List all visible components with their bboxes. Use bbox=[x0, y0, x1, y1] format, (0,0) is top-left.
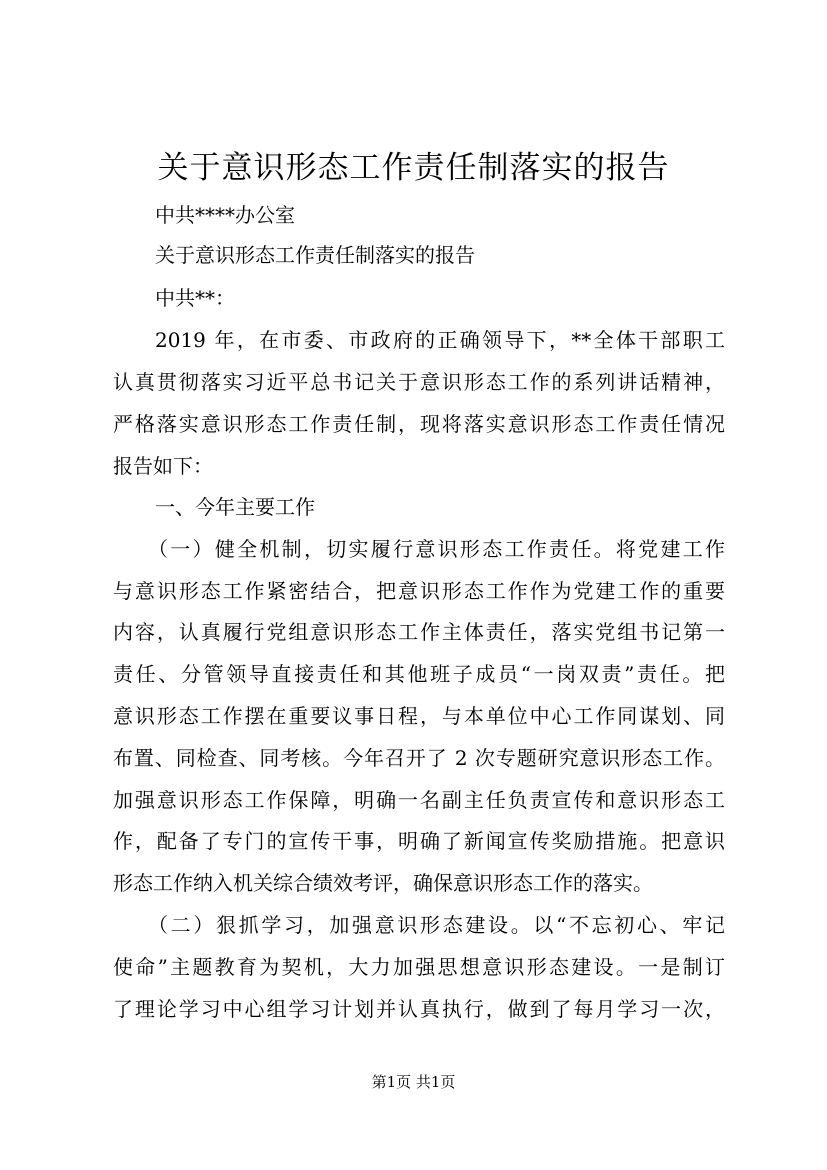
paragraph-line: 加强意识形态工作保障，明确一名副主任负责宣传和意识形态工 bbox=[113, 788, 725, 812]
paragraph-line: 作，配备了专门的宣传干事，明确了新闻宣传奖励措施。把意识 bbox=[113, 829, 725, 853]
paragraph-line: 内容，认真履行党组意识形态工作主体责任，落实党组书记第一 bbox=[113, 620, 725, 644]
paragraph-line: 认真贯彻落实习近平总书记关于意识形态工作的系列讲话精神， bbox=[113, 370, 725, 394]
section-heading: 一、今年主要工作 bbox=[155, 495, 315, 519]
sender-line: 中共****办公室 bbox=[155, 203, 295, 227]
page-number-footer: 第1页 共1页 bbox=[371, 1073, 456, 1091]
paragraph-line: 报告如下： bbox=[113, 454, 213, 478]
addressee-line: 中共**： bbox=[155, 286, 235, 310]
paragraph-line: 与意识形态工作紧密结合，把意识形态工作作为党建工作的重要 bbox=[113, 579, 725, 603]
paragraph-line: 形态工作纳入机关综合绩效考评，确保意识形态工作的落实。 bbox=[113, 871, 653, 895]
paragraph-line: 意识形态工作摆在重要议事日程，与本单位中心工作同谋划、同 bbox=[113, 704, 725, 728]
paragraph-line: 布置、同检查、同考核。今年召开了 2 次专题研究意识形态工作。 bbox=[113, 746, 725, 770]
document-title: 关于意识形态工作责任制落实的报告 bbox=[157, 150, 670, 186]
paragraph-line: 严格落实意识形态工作责任制，现将落实意识形态工作责任情况 bbox=[113, 412, 725, 436]
paragraph-line: 2019 年，在市委、市政府的正确领导下，**全体干部职工 bbox=[155, 328, 725, 352]
subtitle-line: 关于意识形态工作责任制落实的报告 bbox=[155, 243, 475, 267]
paragraph-line: 责任、分管领导直接责任和其他班子成员“一岗双责”责任。把 bbox=[113, 662, 725, 686]
paragraph-line: （一）健全机制，切实履行意识形态工作责任。将党建工作 bbox=[148, 537, 725, 561]
paragraph-line: （二）狠抓学习，加强意识形态建设。以“不忘初心、牢记 bbox=[148, 913, 725, 937]
paragraph-line: 了理论学习中心组学习计划并认真执行，做到了每月学习一次， bbox=[113, 997, 725, 1021]
paragraph-line: 使命”主题教育为契机，大力加强思想意识形态建设。一是制订 bbox=[113, 955, 725, 979]
